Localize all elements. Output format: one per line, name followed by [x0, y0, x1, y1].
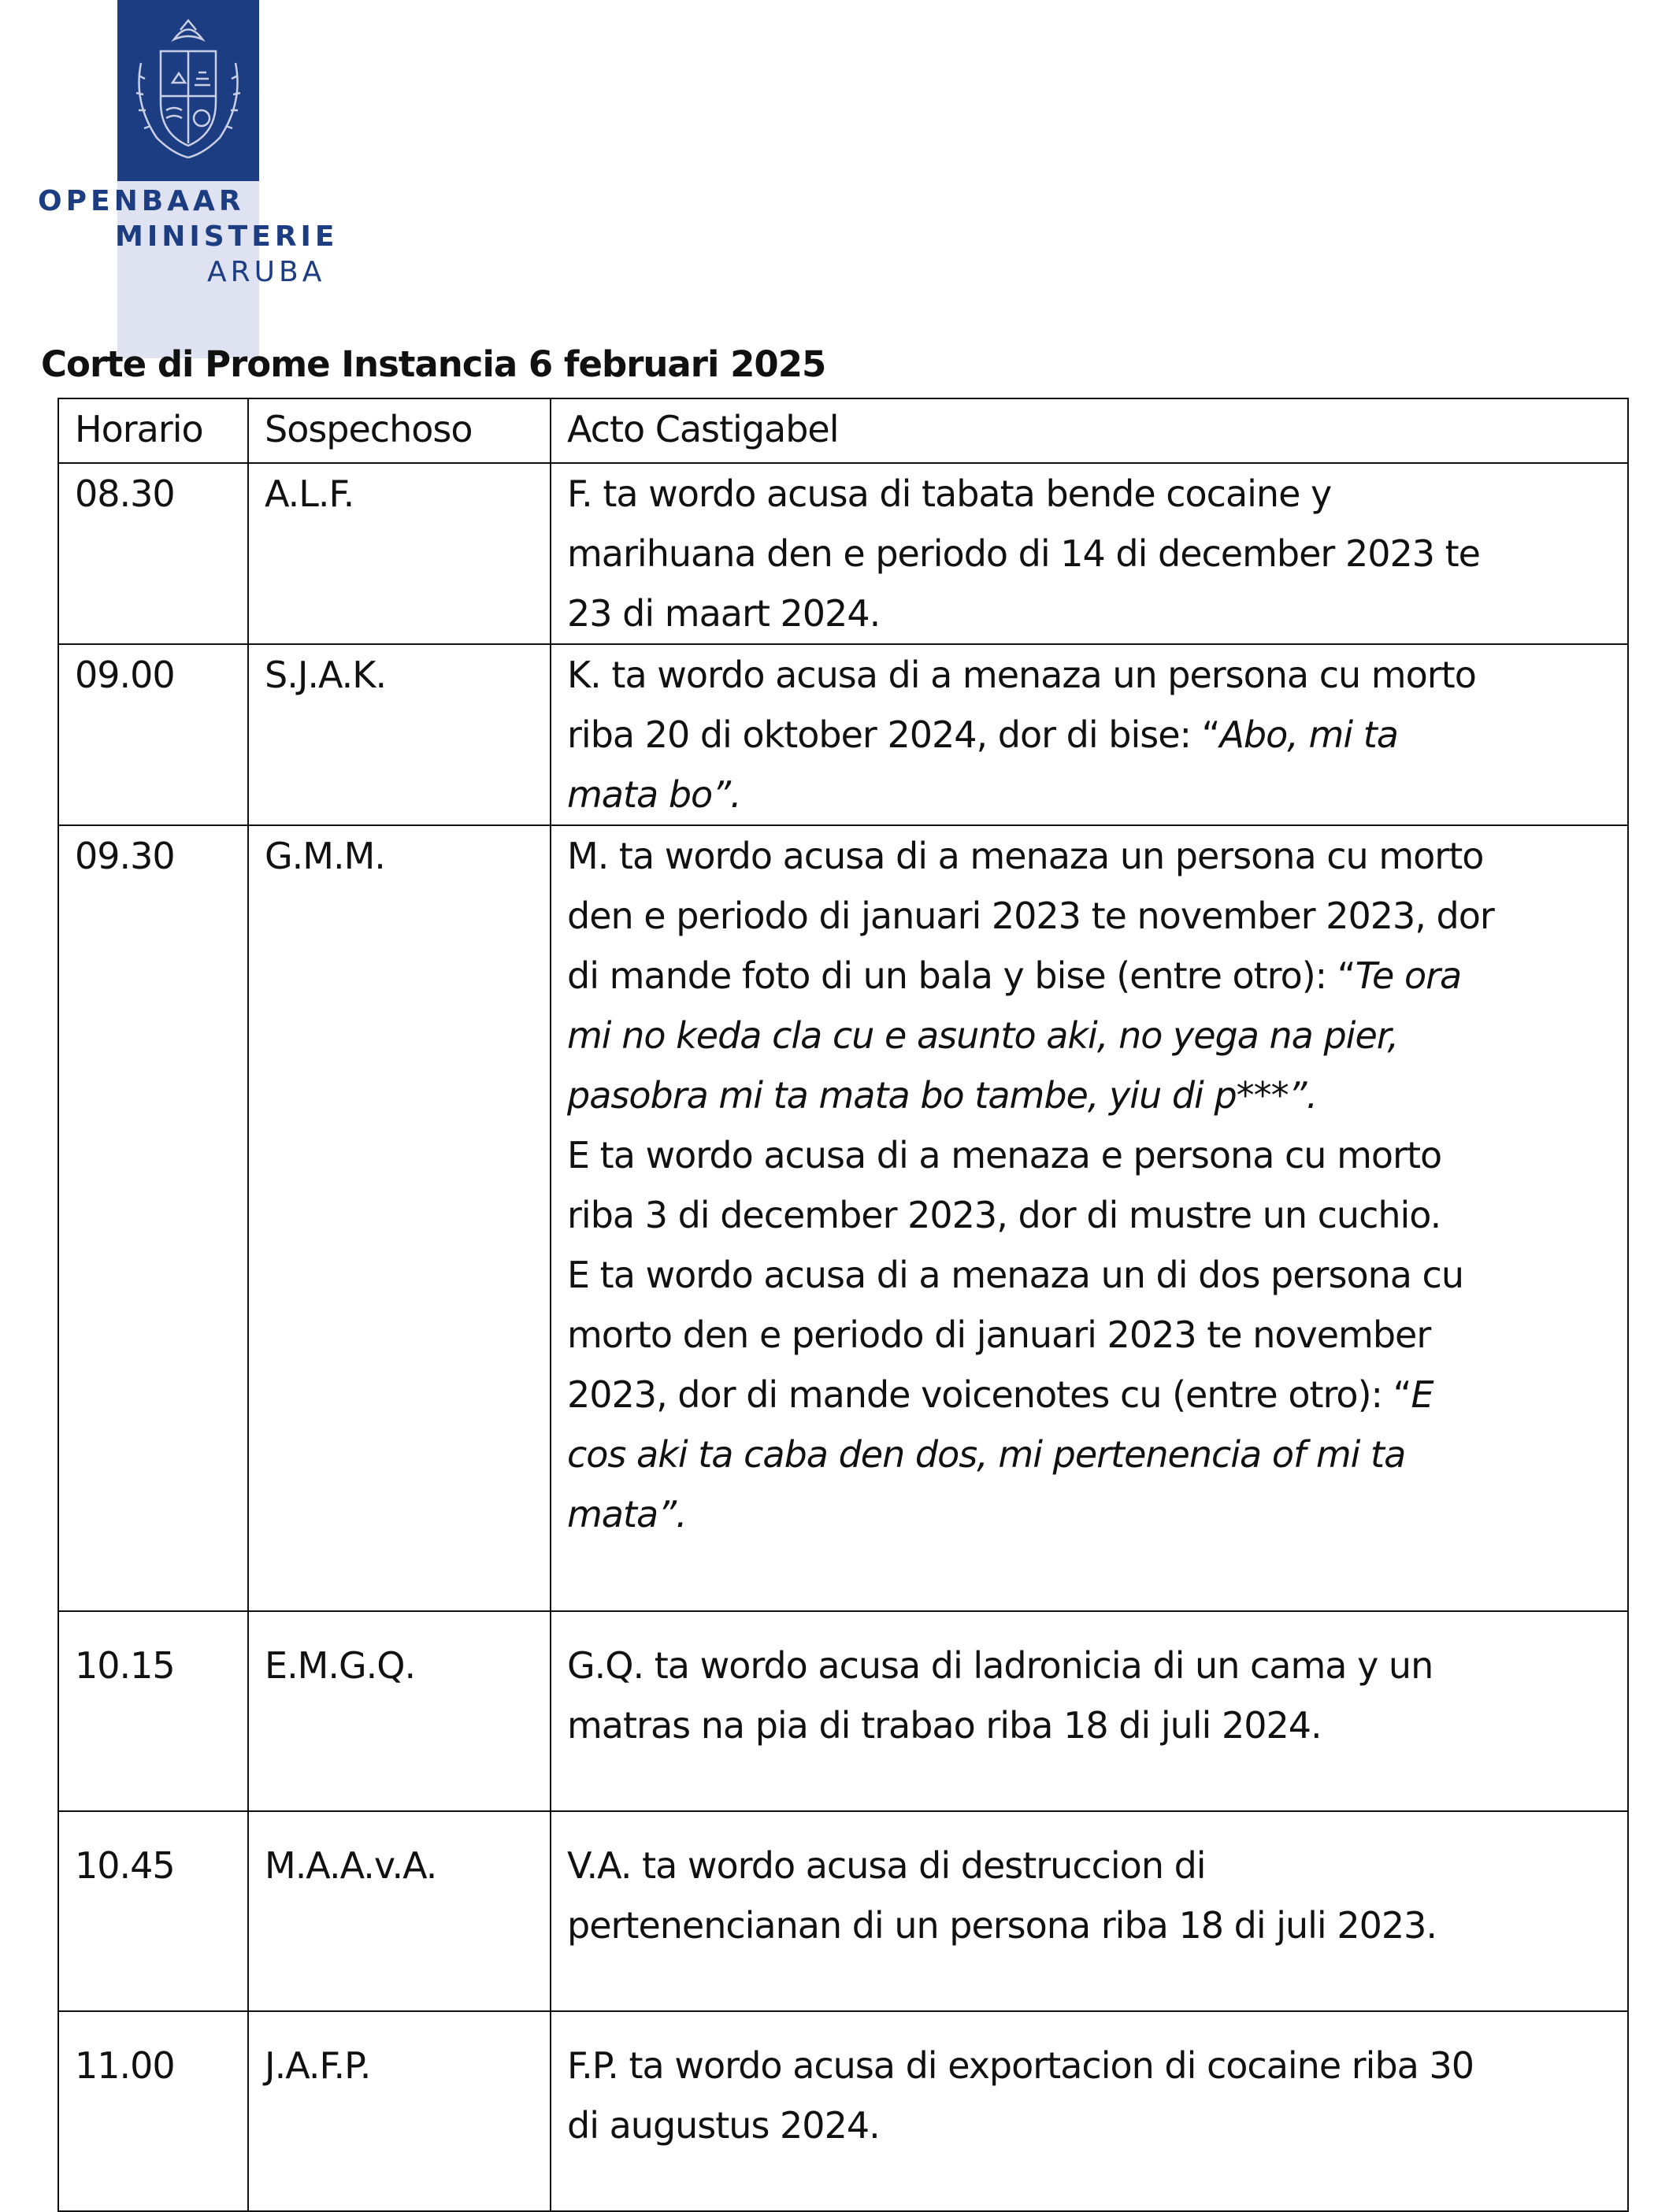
- cell-offense: [551, 463, 1628, 644]
- cell-suspect: E.M.G.Q.: [248, 1611, 551, 1811]
- cell-offense: [551, 644, 1628, 825]
- offense-line: [567, 1484, 1624, 1544]
- quote-text: Te ora: [1355, 954, 1462, 997]
- cell-suspect: G.M.M.: [248, 825, 551, 1611]
- logo-text-openbaar: OPENBAAR: [38, 185, 245, 217]
- cell-time: 09.30: [58, 825, 248, 1611]
- cell-offense: [551, 825, 1628, 1611]
- table-row: [58, 825, 1628, 1611]
- offense-line: M. ta wordo acusa di a menaza un persona cu morto: [567, 835, 1484, 877]
- cell-offense: [551, 1611, 1628, 1811]
- quote-text: cos aki ta caba den dos, mi pertenencia of mi ta: [567, 1433, 1406, 1476]
- offense-line: [567, 1425, 1624, 1484]
- offense-line: matras na pia di trabao riba 18 di juli 2024.: [567, 1704, 1322, 1747]
- header-sospechoso: Sospechoso: [248, 398, 551, 463]
- cell-suspect: M.A.A.v.A.: [248, 1811, 551, 2011]
- offense-line: riba 3 di december 2023, dor di mustre un cuchio.: [567, 1194, 1441, 1236]
- cell-offense: [551, 1811, 1628, 2011]
- coat-of-arms-icon: [117, 8, 259, 173]
- table-row: [58, 463, 1628, 644]
- offense-line: K. ta wordo acusa di a menaza un persona cu morto: [567, 654, 1476, 696]
- offense-line: F.P. ta wordo acusa di exportacion di cocaine riba 30: [567, 2044, 1474, 2087]
- cell-suspect: J.A.F.P.: [248, 2011, 551, 2211]
- table-header-row: [58, 398, 1628, 463]
- offense-line: [567, 1365, 1624, 1425]
- offense-line: [567, 705, 1624, 765]
- cell-time: 11.00: [58, 2011, 248, 2211]
- quote-text: mata bo”.: [567, 773, 741, 816]
- cell-time: 08.30: [58, 463, 248, 644]
- header-acto-castigabel: Acto Castigabel: [551, 398, 1628, 463]
- header-horario: Horario: [58, 398, 248, 463]
- offense-line: E ta wordo acusa di a menaza un di dos persona cu: [567, 1254, 1463, 1296]
- court-schedule-table: [57, 398, 1629, 2212]
- offense-line: marihuana den e periodo di 14 di december 2023 te: [567, 532, 1480, 575]
- cell-suspect: S.J.A.K.: [248, 644, 551, 825]
- offense-line: [567, 1006, 1624, 1065]
- cell-offense: [551, 2011, 1628, 2211]
- offense-line: G.Q. ta wordo acusa di ladronicia di un cama y un: [567, 1644, 1433, 1687]
- quote-text: mi no keda cla cu e asunto aki, no yega na pier,: [567, 1014, 1399, 1057]
- offense-text: di mande foto di un bala y bise (entre otro): “: [567, 954, 1356, 997]
- table-row: [58, 644, 1628, 825]
- offense-line: den e periodo di januari 2023 te november 2023, dor: [567, 895, 1494, 937]
- logo-text-ministerie: MINISTERIE: [115, 220, 339, 253]
- cell-time: 10.15: [58, 1611, 248, 1811]
- quote-text: E: [1411, 1373, 1433, 1416]
- cell-time: 10.45: [58, 1811, 248, 2011]
- offense-line: [567, 765, 1624, 824]
- logo: [32, 0, 362, 362]
- offense-line: V.A. ta wordo acusa di destruccion di: [567, 1844, 1206, 1887]
- offense-line: morto den e periodo di januari 2023 te november: [567, 1313, 1431, 1356]
- offense-line: pertenencianan di un persona riba 18 di juli 2023.: [567, 1904, 1437, 1947]
- table-row: [58, 2011, 1628, 2211]
- cell-suspect: A.L.F.: [248, 463, 551, 644]
- quote-text: pasobra mi ta mata bo tambe, yiu di p***”.: [567, 1074, 1318, 1117]
- offense-line: [567, 1065, 1624, 1125]
- quote-text: mata”.: [567, 1493, 687, 1536]
- logo-text-aruba: ARUBA: [207, 256, 326, 288]
- offense-line: F. ta wordo acusa di tabata bende cocaine y: [567, 472, 1332, 515]
- offense-line: 23 di maart 2024.: [567, 592, 881, 635]
- offense-line: [567, 946, 1624, 1006]
- offense-line: di augustus 2024.: [567, 2104, 880, 2147]
- cell-time: 09.00: [58, 644, 248, 825]
- document-title: Corte di Prome Instancia 6 februari 2025: [41, 343, 826, 385]
- quote-text: Abo, mi ta: [1219, 713, 1398, 756]
- offense-text: 2023, dor di mande voicenotes cu (entre otro): “: [567, 1373, 1411, 1416]
- offense-text: riba 20 di oktober 2024, dor di bise: “: [567, 713, 1220, 756]
- table-row: [58, 1611, 1628, 1811]
- table-row: [58, 1811, 1628, 2011]
- offense-line: E ta wordo acusa di a menaza e persona cu morto: [567, 1134, 1442, 1176]
